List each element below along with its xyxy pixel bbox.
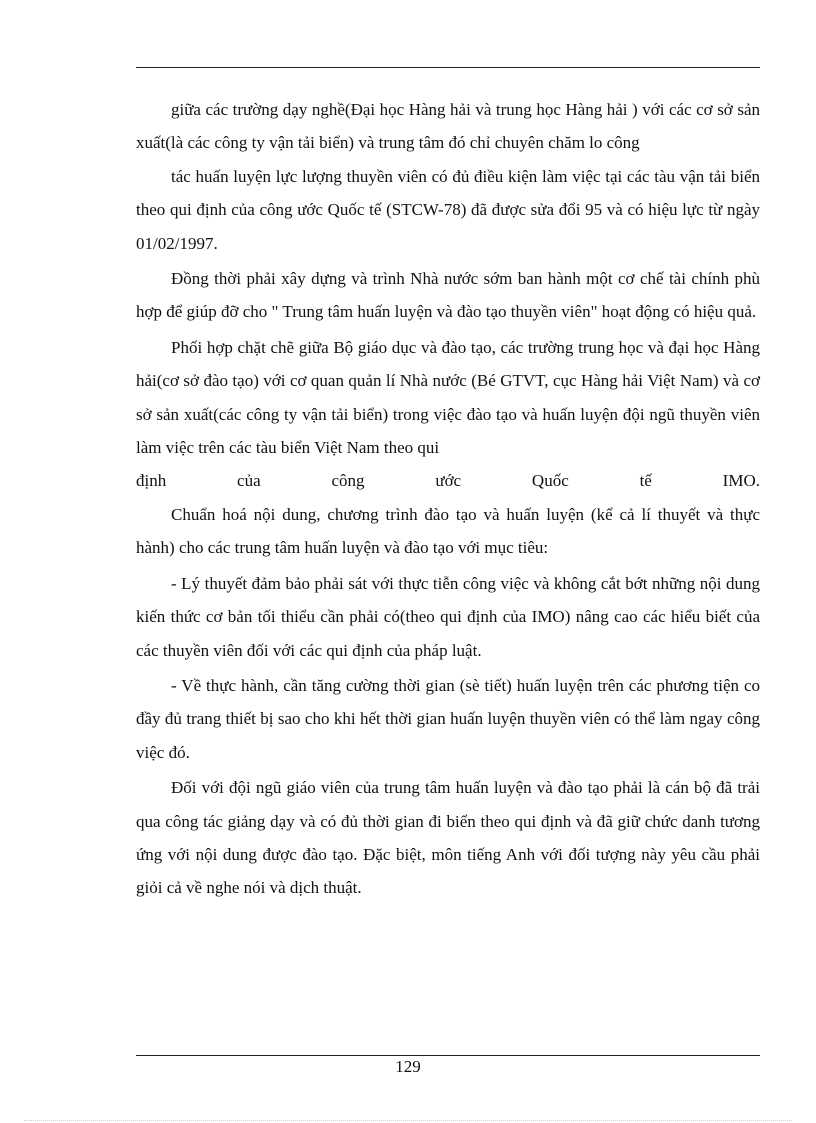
paragraph-6: Đối với đội ngũ giáo viên của trung tâm huấn luyện và đào tạo phải là cán bộ đã trải qua công tác giảng dạy và có đủ thời gian đi biển theo qui định và đã giữ chức danh tương ứng với nội dung được đào tạo. Đặc biệt, môn tiếng Anh với đối tượng này yêu cầu phải giỏi cả về nghe nói và dịch thuật. <box>136 778 760 898</box>
document-body <box>136 93 760 905</box>
list-item-practice: - Về thực hành, cần tăng cường thời gian (sè tiết) huấn luyện trên các phương tiện co đầy đủ trang thiết bị sao cho khi hết thời gian huấn luyện thuyền viên có thể làm ngay công việc đó. <box>136 675 760 762</box>
footer-rule <box>136 1055 760 1056</box>
page-number: 129 <box>395 1057 421 1076</box>
paragraph-1: giữa các trường dạy nghề(Đại học Hàng hải và trung học Hàng hải ) với các cơ sở sản xuất(là các công ty vận tải biển) và trung tâm đó chỉ chuyên chăm lo công <box>136 100 760 153</box>
paragraph-5: Chuẩn hoá nội dung, chương trình đào tạo và huấn luyện (kể cả lí thuyết và thực hành) cho các trung tâm huấn luyện và đào tạo với mục tiêu: <box>136 504 760 558</box>
header-rule <box>136 67 760 68</box>
paragraph-4-last-line: định của công ước Quốc tế IMO. <box>136 471 760 491</box>
list-item-theory: - Lý thuyết đảm bảo phải sát với thực tiễn công việc và không cắt bớt những nội dung kiến thức cơ bản tối thiểu cần phải có(theo qui định của IMO) nâng cao các hiểu biết của các thuyền viên đối với các qui định của pháp luật. <box>136 573 760 660</box>
paragraph-3: Đồng thời phải xây dựng và trình Nhà nước sớm ban hành một cơ chế tài chính phù hợp để giúp đỡ cho " Trung tâm huấn luyện và đào tạo thuyền viên" hoạt động có hiệu quả. <box>136 269 760 322</box>
paragraph-4: Phối hợp chặt chẽ giữa Bộ giáo dục và đào tạo, các trường trung học và đại học Hàng hải(cơ sở đào tạo) với cơ quan quản lí Nhà nước (Bé GTVT, cục Hàng hải Việt Nam) và cơ sở sản xuất(các công ty vận tải biển) trong việc đào tạo và huấn luyện đội ngũ thuyền viên làm việc trên các tàu biển Việt Nam theo qui <box>136 337 760 458</box>
page-edge-divider <box>24 1120 792 1121</box>
paragraph-2: tác huấn luyện lực lượng thuyền viên có đủ điều kiện làm việc tại các tàu vận tải biển theo qui định của công ước Quốc tế (STCW-78) đã được sửa đổi 95 và có hiệu lực từ ngày 01/02/1997. <box>136 166 760 253</box>
